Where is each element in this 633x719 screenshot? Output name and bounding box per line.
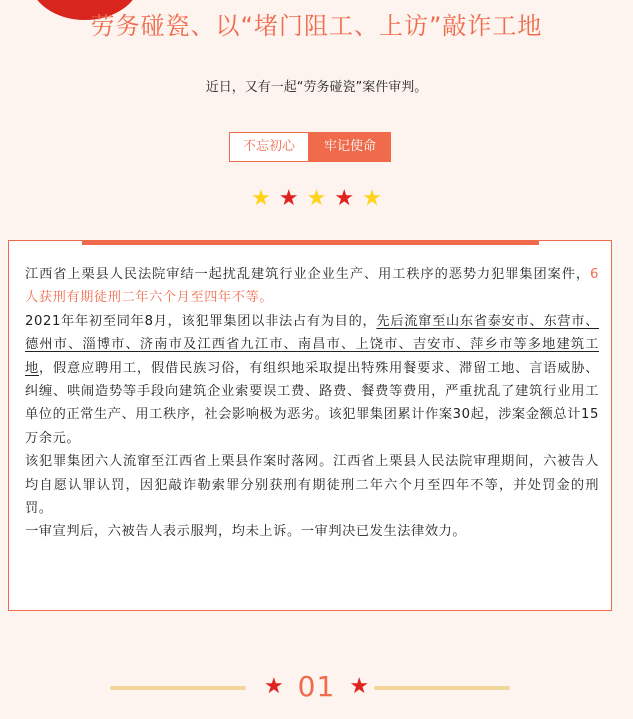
star-icon: ★	[349, 674, 370, 699]
article-text: 2021年年初至同年8月，该犯罪集团以非法占有为目的，	[25, 313, 377, 329]
slogan-tags	[229, 132, 391, 162]
article-card	[8, 240, 612, 611]
highlight-text: 6人获刑有期徒刑二年六个月至四年不等。	[25, 267, 599, 306]
card-top-bar	[82, 240, 539, 245]
article-paragraph	[25, 310, 599, 450]
underlined-text: 先后流窜至山东省泰安市、东营市、德州市、淄博市、济南市及江西省九江市、南昌市、上饶市、吉安市、萍乡市等多地建筑工地	[25, 313, 599, 376]
star-icon: ★	[362, 186, 382, 211]
star-icon: ★	[251, 186, 271, 211]
slogan-tag-left: 不忘初心	[229, 132, 309, 162]
star-icon: ★	[263, 674, 284, 699]
article-text: ，假意应聘用工，假借民族习俗，有组织地采取提出特殊用餐要求、滞留工地、言语威胁、纠缠、哄闹造势等手段向建筑企业索要误工费、路费、餐费等费用，严重扰乱了建筑行业用工单位的正常生产、用工秩序，社会影响极为恶劣。该犯罪集团累计作案30起，涉案金额总计15万余元。	[25, 360, 599, 446]
star-icon: ★	[306, 186, 327, 211]
slogan-tag-right: 牢记使命	[309, 132, 391, 162]
article-paragraph: 一审宣判后，六被告人表示服判，均未上诉。一审判决已发生法律效力。	[25, 524, 467, 540]
article-body	[25, 263, 599, 544]
article-text: 江西省上栗县人民法院审结一起扰乱建筑行业企业生产、用工秩序的恶势力犯罪集团案件，	[25, 267, 590, 282]
star-icon: ★	[278, 186, 299, 211]
intro-text: 近日，又有一起“劳务碰瓷”案件审判。	[205, 80, 428, 95]
star-row	[0, 186, 633, 212]
star-icon: ★	[334, 186, 355, 211]
section-number-row	[0, 670, 633, 703]
page-title: 劳务碰瓷、以“堵门阻工、上访”敲诈工地	[90, 12, 543, 40]
article-paragraph: 该犯罪集团六人流窜至江西省上栗县作案时落网。江西省上栗县人民法院审理期间，六被告人均自愿认罪认罚，因犯敲诈勒索罪分别获刑有期徒刑二年六个月至四年不等，并处罚金的刑罚。	[25, 454, 599, 517]
section-number: 01	[297, 670, 336, 703]
article-paragraph	[25, 263, 599, 310]
